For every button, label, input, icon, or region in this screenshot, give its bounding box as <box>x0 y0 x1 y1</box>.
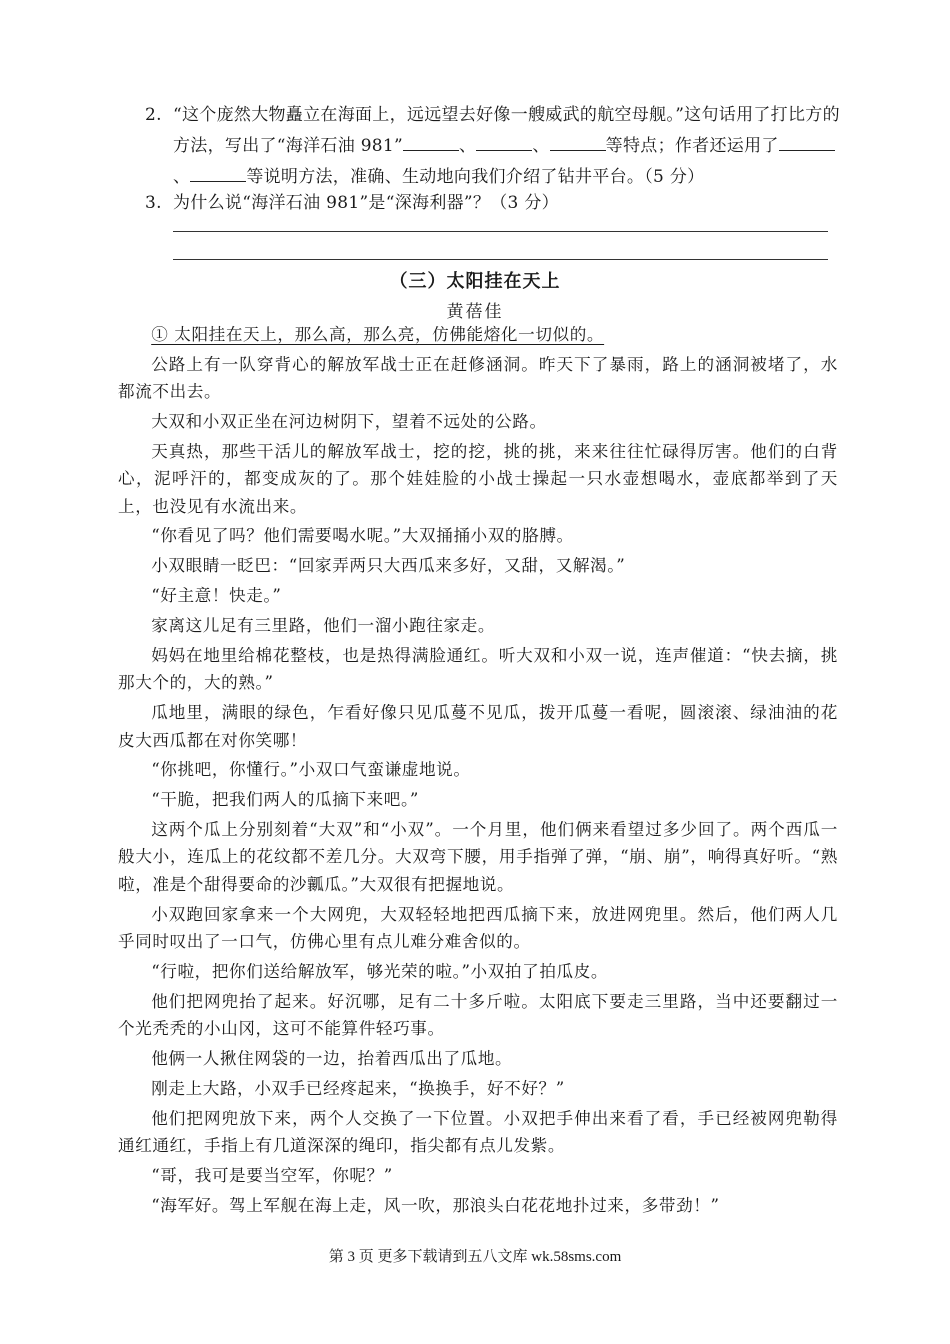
paragraph: 他们把网兜放下来，两个人交换了一下位置。小双把手伸出来看了看，手已经被网兜勒得通红通红，手指上有几道深深的绳印，指尖都有点儿发紫。 <box>118 1108 838 1155</box>
paragraph: 大双和小双正坐在河边树阴下，望着不远处的公路。 <box>151 412 547 432</box>
paragraph: “哥，我可是要当空军，你呢？” <box>151 1165 393 1185</box>
paragraph: “海军好。驾上军舰在海上走，风一吹，那浪头白花花地扑过来，多带劲！” <box>151 1195 720 1215</box>
paragraph: 公路上有一队穿背心的解放军战士正在赶修涵洞。昨天下了暴雨，路上的涵洞被堵了，水都流不出去。 <box>118 354 838 402</box>
paragraph: ① 太阳挂在天上，那么高，那么亮，仿佛能熔化一切似的。 <box>151 325 605 344</box>
paragraph: “你看见了吗？他们需要喝水呢。”大双捅捅小双的胳膊。 <box>151 526 574 546</box>
paragraph: 小双眼睛一眨巴：“回家弄两只大西瓜来多好，又甜，又解渴。” <box>151 556 626 576</box>
page-footer: 第 3 页 更多下载请到五八文库 wk.58sms.com <box>328 1249 622 1265</box>
question-text: 为什么说“海洋石油 981”是“深海利器”？（3 分） <box>173 193 559 213</box>
paragraph: 他俩一人揪住网袋的一边，抬着西瓜出了瓜地。 <box>151 1048 513 1068</box>
answer-blank[interactable] <box>476 132 532 151</box>
paragraph: 家离这儿足有三里路，他们一溜小跑往家走。 <box>151 616 496 636</box>
paragraph: 小双跑回家拿来一个大网兜，大双轻轻地把西瓜摘下来，放进网兜里。然后，他们两人几乎同时叹出了一口气，仿佛心里有点儿难分难舍似的。 <box>118 904 838 951</box>
answer-blank[interactable] <box>550 132 606 151</box>
paragraph: 他们把网兜抬了起来。好沉哪，足有二十多斤啦。太阳底下要走三里路，当中还要翻过一个光秃秃的小山冈，这可不能算件轻巧事。 <box>118 991 838 1039</box>
article-body <box>118 321 838 1222</box>
question-text: “这个庞然大物矗立在海面上，远远望去好像一艘威武的航空母舰。”这句话用了打比方的方法，写出了“海洋石油 981” 、 、 等特点；作者还运用了、 等说明方法，准确、生动地向我们介绍了钻井平台。（5 分） <box>173 105 840 187</box>
answer-blank[interactable] <box>403 132 459 151</box>
answer-line[interactable] <box>173 259 828 260</box>
paragraph: 瓜地里，满眼的绿色，乍看好像只见瓜蔓不见瓜，拨开瓜蔓一看呢，圆滚滚、绿油油的花皮大西瓜都在对你笑哪！ <box>118 703 838 750</box>
question-2 <box>145 100 840 193</box>
article-author: 黄蓓佳 <box>446 302 504 322</box>
question-number: 2. <box>145 105 162 125</box>
paragraph: 刚走上大路，小双手已经疼起来，“换换手，好不好？” <box>151 1078 565 1098</box>
answer-blank[interactable] <box>190 163 246 182</box>
paragraph: “你挑吧，你懂行。”小双口气蛮谦虚地说。 <box>151 760 471 780</box>
answer-blank[interactable] <box>779 132 835 151</box>
paragraph: “干脆，把我们两人的瓜摘下来吧。” <box>151 790 419 810</box>
answer-line[interactable] <box>173 231 828 232</box>
paragraph: 这两个瓜上分别刻着“大双”和“小双”。一个月里，他们俩来看望过多少回了。两个西瓜一般大小，连瓜上的花纹都不差几分。大双弯下腰，用手指弹了弹，“崩、崩”，响得真好听。“熟啦，准是个甜得要命的沙瓤瓜。”大双很有把握地说。 <box>118 820 838 894</box>
question-3 <box>145 188 840 219</box>
paragraph: 妈妈在地里给棉花整枝，也是热得满脸通红。听大双和小双一说，连声催道：“快去摘，挑那大个的，大的熟。” <box>118 646 838 693</box>
question-number: 3. <box>145 193 162 213</box>
paragraph: 天真热，那些干活儿的解放军战士，挖的挖，挑的挑，来来往往忙碌得厉害。他们的白背心，泥呼汗的，都变成灰的了。那个娃娃脸的小战士操起一只水壶想喝水，壶底都举到了天上，也没见有水流出来。 <box>118 441 838 516</box>
paragraph: “行啦，把你们送给解放军，够光荣的啦。”小双拍了拍瓜皮。 <box>151 961 609 981</box>
article-title: （三）太阳挂在天上 <box>389 271 561 292</box>
paragraph: “好主意！快走。” <box>151 586 282 606</box>
